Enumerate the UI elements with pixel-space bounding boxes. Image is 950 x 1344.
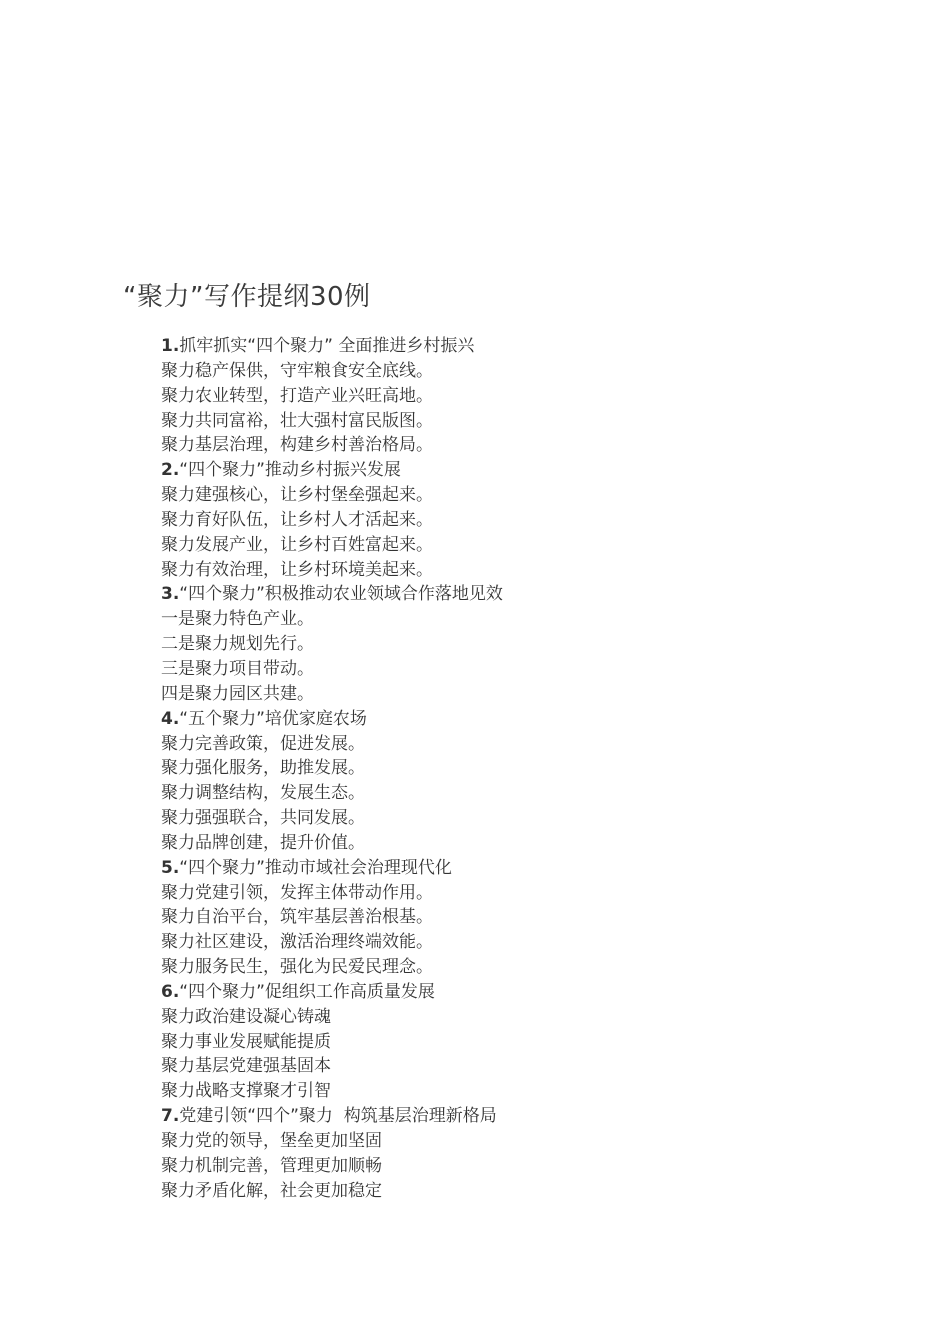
list-item: 聚力党建引领，发挥主体带动作用。	[161, 882, 433, 903]
list-item: 三是聚力项目带动。	[161, 658, 314, 679]
section-heading	[161, 334, 861, 359]
list-item: 聚力自治平台，筑牢基层善治根基。	[161, 907, 433, 928]
list-item: 聚力有效治理，让乡村环境美起来。	[161, 559, 433, 580]
list-item: 聚力基层治理，构建乡村善治格局。	[161, 435, 433, 456]
section-heading-text: 党建引领“四个”聚力 构筑基层治理新格局	[179, 1106, 497, 1127]
section-heading	[161, 980, 861, 1005]
section-heading	[161, 707, 861, 732]
list-item: 聚力服务民生，强化为民爱民理念。	[161, 957, 433, 978]
document-title: “聚力”写作提纲30例	[123, 282, 371, 312]
list-item: 聚力矛盾化解，社会更加稳定	[161, 1180, 382, 1201]
section-number: 4.	[161, 708, 180, 729]
section-heading-text: “四个聚力”积极推动农业领域合作落地见效	[179, 584, 503, 605]
list-item: 聚力发展产业，让乡村百姓富起来。	[161, 534, 433, 555]
list-item: 聚力调整结构，发展生态。	[161, 783, 365, 804]
list-item: 聚力政治建设凝心铸魂	[161, 1006, 331, 1027]
list-item: 聚力育好队伍，让乡村人才活起来。	[161, 509, 433, 530]
list-item: 聚力强化服务，助推发展。	[161, 758, 365, 779]
section-number: 7.	[161, 1106, 180, 1127]
list-item: 聚力稳产保供，守牢粮食安全底线。	[161, 360, 433, 381]
section-heading-text: “五个聚力”培优家庭农场	[179, 708, 367, 729]
document-body	[161, 334, 861, 1204]
list-item: 聚力完善政策，促进发展。	[161, 733, 365, 754]
list-item: 聚力基层党建强基固本	[161, 1056, 331, 1077]
list-item: 四是聚力园区共建。	[161, 683, 314, 704]
list-item: 聚力农业转型，打造产业兴旺高地。	[161, 385, 433, 406]
list-item: 二是聚力规划先行。	[161, 634, 314, 655]
section-heading-text: “四个聚力”推动乡村振兴发展	[179, 460, 401, 481]
section-heading	[161, 458, 861, 483]
section-number: 1.	[161, 336, 180, 356]
list-item: 聚力建强核心，让乡村堡垒强起来。	[161, 485, 433, 506]
section-heading	[161, 1104, 861, 1129]
section-heading-text: “四个聚力”促组织工作高质量发展	[179, 981, 435, 1002]
list-item: 聚力社区建设，激活治理终端效能。	[161, 932, 433, 953]
section-number: 6.	[161, 981, 180, 1002]
section-number: 5.	[161, 857, 180, 878]
section-number: 3.	[161, 584, 180, 605]
section-heading	[161, 582, 861, 607]
list-item: 聚力共同富裕，壮大强村富民版图。	[161, 410, 433, 431]
section-number: 2.	[161, 460, 180, 481]
list-item: 一是聚力特色产业。	[161, 609, 314, 630]
list-item: 聚力机制完善，管理更加顺畅	[161, 1155, 382, 1176]
section-heading-text: “四个聚力”推动市域社会治理现代化	[179, 857, 452, 878]
list-item: 聚力事业发展赋能提质	[161, 1031, 331, 1052]
list-item: 聚力品牌创建，提升价值。	[161, 832, 365, 853]
section-heading-text: 抓牢抓实“四个聚力” 全面推进乡村振兴	[179, 336, 475, 356]
list-item: 聚力战略支撑聚才引智	[161, 1081, 331, 1102]
list-item: 聚力党的领导，堡垒更加坚固	[161, 1131, 382, 1151]
list-item: 聚力强强联合，共同发展。	[161, 808, 365, 829]
section-heading	[161, 856, 861, 881]
